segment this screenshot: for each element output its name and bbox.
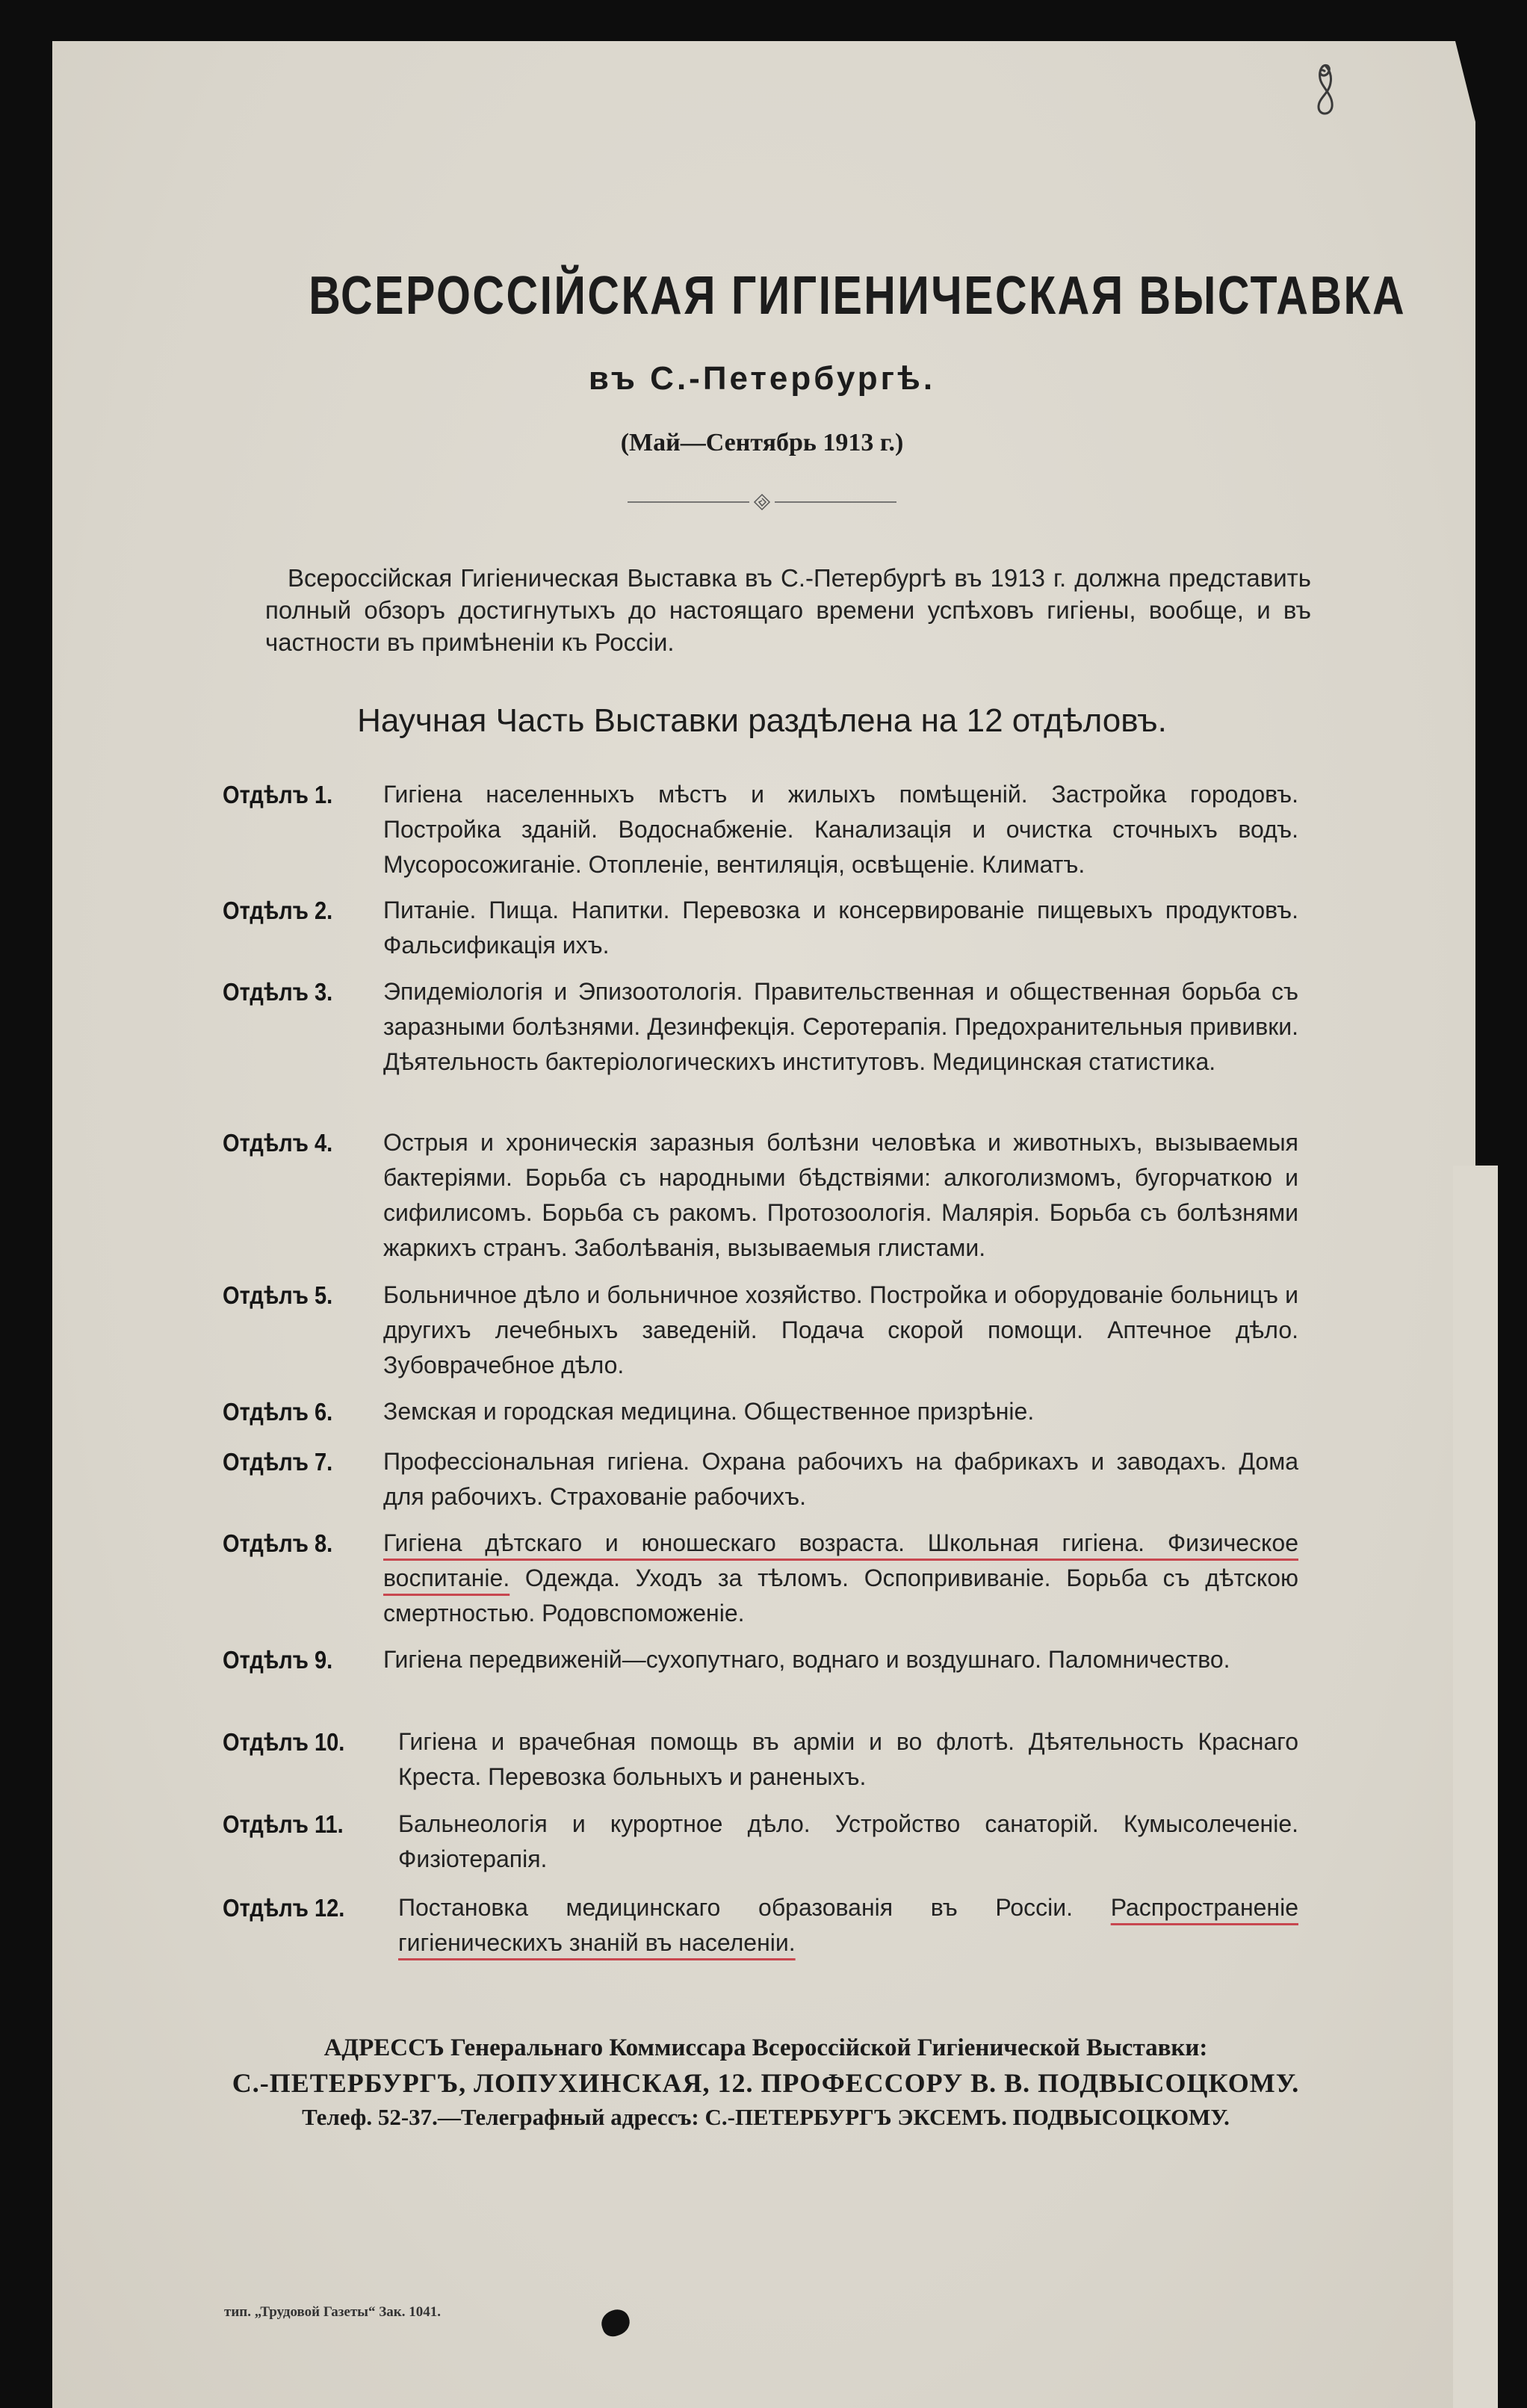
department-text: Гигіена передвиженій—сухопутнаго, воднаго и воздушнаго. Паломничество. [383, 1646, 1230, 1673]
department-item [223, 1642, 1298, 1677]
department-text-rest: Одежда. Уходъ за тѣломъ. Оспопрививаніе. Борьба съ дѣтскою смертностью. Родовспоможеніе. [383, 1564, 1298, 1627]
printer-imprint: тип. „Трудовой Газеты“ Зак. 1041. [224, 2304, 441, 2320]
department-text: Гигіена населенныхъ мѣстъ и жилыхъ помѣщеній. Застройка городовъ. Постройка зданій. Водоснабженіе. Канализація и очистка сточныхъ водъ. Мусоросожиганіе. Отопленіе, вентиляція, освѣщеніе. Климатъ. [383, 781, 1298, 878]
department-item [223, 1724, 1298, 1795]
department-text: Острыя и хроническія заразныя болѣзни человѣка и животныхъ, вызываемыя бактеріями. Борьба съ народными бѣдствіями: алкоголизмомъ, бугорчаткою и сифилисомъ. Борьба съ ракомъ. Протозоологія. Малярія. Борьба съ болѣзнями жаркихъ странъ. Заболѣванія, вызываемыя глистами. [383, 1129, 1298, 1261]
underlined-text: Распространеніе гигіеническихъ знаній въ населеніи. [398, 1894, 1298, 1956]
department-label: Отдѣлъ 7. [223, 1448, 333, 1476]
document-subtitle: въ С.-Петербургѣ. [588, 360, 936, 397]
department-text [383, 1526, 1298, 1631]
document-title: ВСЕРОССІЙСКАЯ ГИГІЕНИЧЕСКАЯ ВЫСТАВКА [309, 266, 1407, 326]
department-label: Отдѣлъ 8. [223, 1529, 333, 1557]
exhibition-dates: (Май—Сентябрь 1913 г.) [620, 429, 904, 456]
department-item [223, 1278, 1298, 1383]
department-text: Питаніе. Пища. Напитки. Перевозка и консервированіе пищевыхъ продуктовъ. Фальсификація ихъ. [383, 897, 1298, 959]
department-item [223, 974, 1298, 1080]
department-label: Отдѣлъ 2. [223, 897, 333, 924]
intro-paragraph: Всероссійская Гигіеническая Выставка въ С.-Петербургѣ въ 1913 г. должна представить полный обзоръ достигнутыхъ до настоящаго времени успѣховъ гигіены, вообще, и въ частности въ примѣненіи къ Россіи. [265, 564, 1311, 656]
department-text: Эпидеміологія и Эпизоотологія. Правительственная и общественная борьба съ заразными болѣзнями. Дезинфекція. Серотерапія. Предохранительныя прививки. Дѣятельность бактеріологическихъ институтовъ. Медицинская статистика. [383, 978, 1298, 1075]
department-label: Отдѣлъ 9. [223, 1646, 333, 1674]
department-text-rest: Постановка медицинскаго образованія въ Россіи. [398, 1894, 1111, 1921]
department-label: Отдѣлъ 10. [223, 1728, 345, 1756]
department-label: Отдѣлъ 12. [223, 1894, 345, 1922]
paper-edge [1453, 1166, 1498, 2408]
department-item [223, 1526, 1298, 1631]
department-text [398, 1890, 1298, 1960]
department-label: Отдѣлъ 5. [223, 1281, 333, 1309]
address-line: С.-ПЕТЕРБУРГЪ, ЛОПУХИНСКАЯ, 12. ПРОФЕССОРУ В. В. ПОДВЫСОЦКОМУ. [232, 2068, 1300, 2098]
ornament-divider [628, 493, 896, 511]
torn-corner [1455, 41, 1478, 131]
handwritten-page-number [1296, 41, 1341, 131]
address-line: Телеф. 52-37.—Телеграфный адрессъ: С.-ПЕТЕРБУРГЪ ЭКСЕМЪ. ПОДВЫСОЦКОМУ. [302, 2104, 1230, 2130]
section-heading: Научная Часть Выставки раздѣлена на 12 отдѣловъ. [357, 702, 1167, 739]
department-label: Отдѣлъ 11. [223, 1810, 344, 1838]
underlined-text: Гигіена дѣтскаго и юношескаго возраста. Школьная гигіена. Физическое воспитаніе. [383, 1529, 1298, 1591]
department-item [223, 893, 1298, 963]
department-item [223, 1890, 1298, 1960]
department-text: Бальнеологія и курортное дѣло. Устройство санаторій. Кумысолеченіе. Физіотерапія. [398, 1810, 1298, 1872]
department-text: Земская и городская медицина. Общественное призрѣніе. [383, 1398, 1035, 1425]
department-text: Гигіена и врачебная помощь въ арміи и во флотѣ. Дѣятельность Краснаго Креста. Перевозка больныхъ и раненыхъ. [398, 1728, 1298, 1790]
department-label: Отдѣлъ 1. [223, 781, 333, 808]
address-line: АДРЕССЪ Генеральнаго Коммиссара Всероссійской Гигіенической Выставки: [323, 2034, 1208, 2061]
department-text: Професcіональная гигіена. Охрана рабочихъ на фабрикахъ и заводахъ. Дома для рабочихъ. Страхованіе рабочихъ. [383, 1448, 1298, 1510]
department-label: Отдѣлъ 6. [223, 1398, 333, 1426]
department-label: Отдѣлъ 3. [223, 978, 333, 1006]
address-block [217, 2031, 1315, 2134]
department-item [223, 1807, 1298, 1877]
department-item [223, 1394, 1298, 1429]
department-item [223, 1125, 1298, 1266]
department-item [223, 777, 1298, 882]
department-text: Больничное дѣло и больничное хозяйство. Постройка и оборудованіе больницъ и другихъ лечебныхъ заведеній. Подача скорой помощи. Аптечное дѣло. Зубоврачебное дѣло. [383, 1281, 1298, 1378]
department-item [223, 1444, 1298, 1514]
department-label: Отдѣлъ 4. [223, 1129, 333, 1157]
